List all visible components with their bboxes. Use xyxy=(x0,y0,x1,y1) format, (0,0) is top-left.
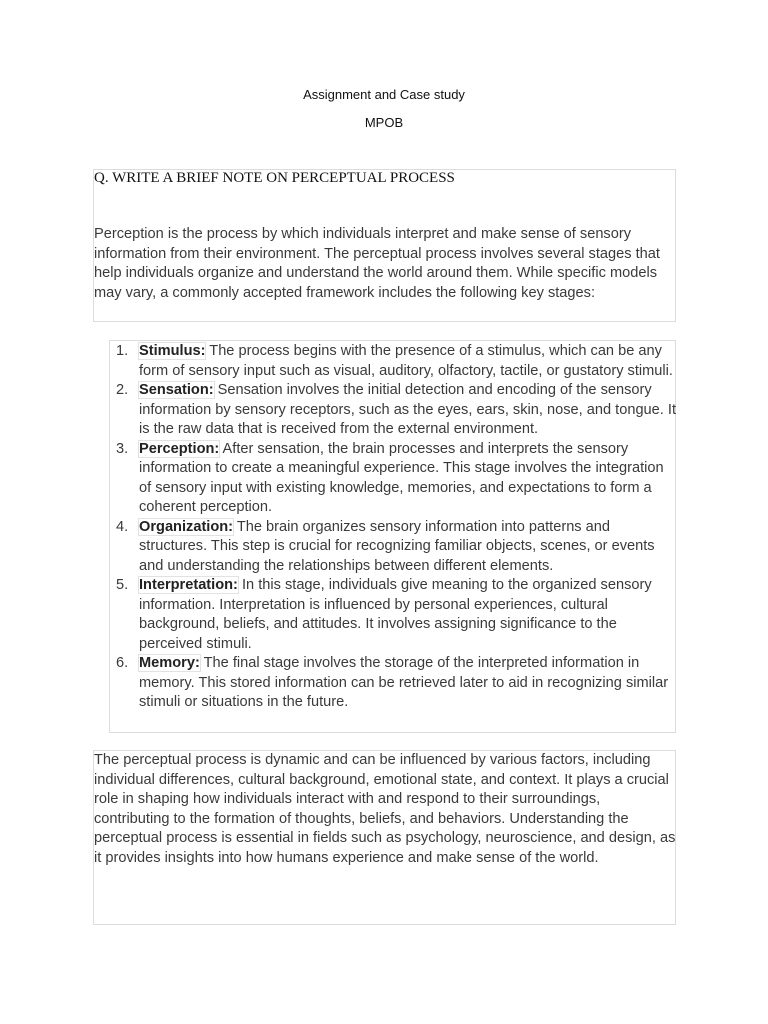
list-item xyxy=(110,342,676,381)
list-item xyxy=(110,654,676,713)
list-item-number: 2. xyxy=(116,382,129,398)
list-item-text: In this stage, individuals give meaning to the organized sensory information. Interpretation is influenced by personal experiences, cultural background, beliefs, and attitudes. It involves assigning significance to the perceived stimuli. xyxy=(139,577,652,652)
intro-paragraph: Perception is the process by which individuals interpret and make sense of sensory information from their environment. The perceptual process involves several stages that help individuals organize and understand the world around them. While specific models may vary, a commonly accepted framework includes the following key stages: xyxy=(94,226,660,301)
stages-textbox[interactable] xyxy=(109,340,676,733)
list-item-number: 5. xyxy=(116,577,129,593)
question-prefix: Q xyxy=(94,170,105,186)
list-item-text: After sensation, the brain processes and interprets the sensory information to create a meaningful experience. This stage involves the integration of sensory input with existing knowledge, memories, and expectations to form a coherent perception. xyxy=(139,440,664,515)
list-item-term: Stimulus: xyxy=(139,343,206,359)
list-item-text: Sensation involves the initial detection and encoding of the sensory information by sensory receptors, such as the eyes, ears, skin, nose, and tongue. It is the raw data that is received from the external environment. xyxy=(139,382,677,437)
list-item xyxy=(110,381,676,440)
document-title: Assignment and Case study xyxy=(303,87,465,102)
list-item-term: Sensation: xyxy=(139,382,214,398)
list-item-number: 3. xyxy=(116,440,129,457)
list-item-number: 1. xyxy=(116,343,129,359)
list-item xyxy=(110,440,676,518)
list-item-term: Perception: xyxy=(139,440,220,457)
list-item-term: Interpretation: xyxy=(139,577,238,593)
list-item-text: The process begins with the presence of a stimulus, which can be any form of sensory input such as visual, auditory, olfactory, tactile, or gustatory stimuli. xyxy=(139,343,673,379)
document-subtitle: MPOB xyxy=(364,115,404,130)
list-item-term: Memory: xyxy=(139,655,200,671)
list-item xyxy=(110,518,676,577)
list-item xyxy=(110,576,676,654)
question-text: . WRITE A BRIEF NOTE ON PERCEPTUAL PROCESS xyxy=(104,170,455,186)
list-item-text: The brain organizes sensory information into patterns and structures. This step is crucial for recognizing familiar objects, scenes, or events and understanding the relationships between different elements. xyxy=(139,518,655,574)
list-item-term: Organization: xyxy=(139,518,234,535)
stages-list xyxy=(110,342,676,713)
list-item-text: The final stage involves the storage of the interpreted information in memory. This stored information can be retrieved later to aid in recognizing similar stimuli or situations in the future. xyxy=(139,655,669,710)
closing-textbox[interactable] xyxy=(93,750,676,925)
list-item-number: 4. xyxy=(116,518,129,535)
list-item-number: 6. xyxy=(116,655,129,671)
closing-paragraph: The perceptual process is dynamic and can be influenced by various factors, including individual differences, cultural background, emotional state, and context. It plays a crucial role in shaping how individuals interact with and respond to their surroundings, contributing to the formation of thoughts, beliefs, and behaviors. Understanding the perceptual process is essential in fields such as psychology, neuroscience, and design, as it provides insights into how humans experience and make sense of the world. xyxy=(94,752,676,866)
intro-textbox[interactable] xyxy=(93,169,676,322)
question-heading xyxy=(94,170,455,187)
